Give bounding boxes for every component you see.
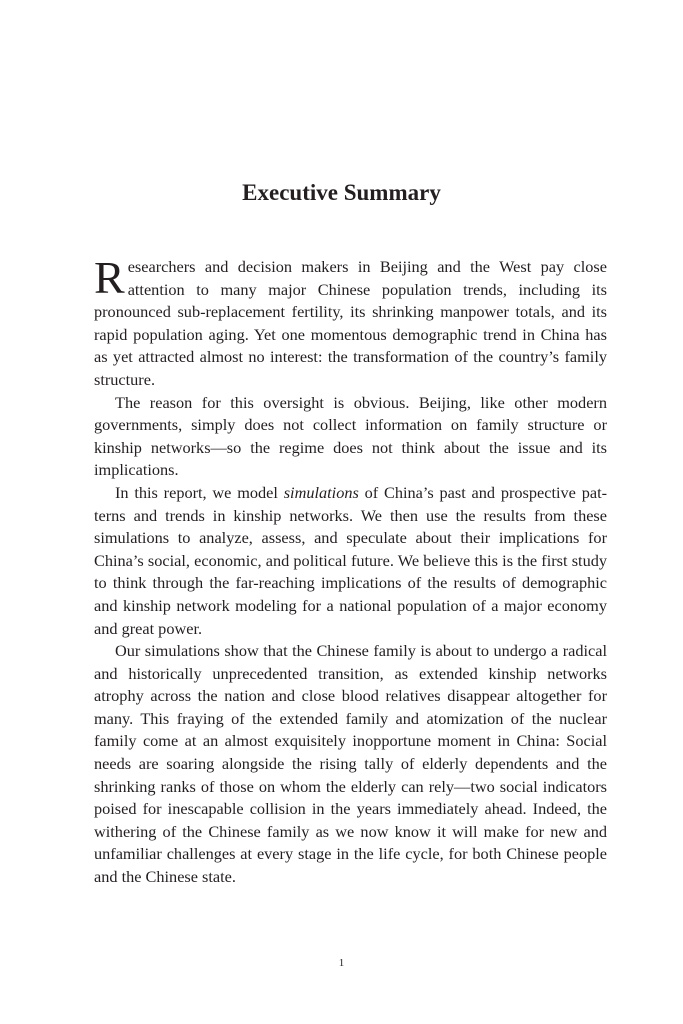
paragraph-1 [94, 252, 607, 392]
paragraph-3-text-b: of China’s past and prospective patterns and trends in kinship networks. We then use the results from these simulations to analyze, assess, and speculate about their implications for China’s social, economic, and political future. We believe this is the first study to think through the far-reaching implications of the results of demographic and kinship network modeling for a national population of a major economy and great power. [94, 482, 608, 638]
paragraph-4: Our simulations show that the Chinese family is about to undergo a radical and historically unprecedented transition, as extended kinship networks atrophy across the nation and close blood relatives disappear altogether for many. This fraying of the extended family and atomization of the nuclear family come at an almost exquisitely inopportune moment in China: Social needs are soaring alongside the rising tally of elderly dependents and the shrinking ranks of those on whom the elderly can rely—two social indicators poised for inescapable collision in the years immediately ahead. Indeed, the withering of the Chinese family as we now know it will make for new and unfamiliar challenges at every stage in the life cycle, for both Chinese people and the Chinese state. [94, 641, 607, 887]
drop-cap: R [94, 252, 125, 303]
body-text [94, 252, 608, 889]
paragraph-1-text: esearchers and decision makers in Beijing and the West pay close attention to many major Chinese population trends, including its pronounced sub-replacement fertility, its shrinking manpower totals, and its rapid population aging. Yet one momentous demographic trend in China has as yet attracted almost no interest: the transformation of the country’s family structure. [94, 257, 607, 389]
paragraph-2: The reason for this oversight is obvious. Beijing, like other modern governments, simply does not collect information on family structure or kinship networks—so the regime does not think about the issue and its implications. [94, 392, 607, 480]
paragraph-3-text-a: In this report, we model [115, 482, 284, 502]
paragraph-3 [94, 482, 607, 640]
paragraph-3-emphasis: simulations [283, 482, 359, 502]
page-number: 1 [338, 957, 345, 969]
page-title: Executive Summary [242, 180, 441, 205]
